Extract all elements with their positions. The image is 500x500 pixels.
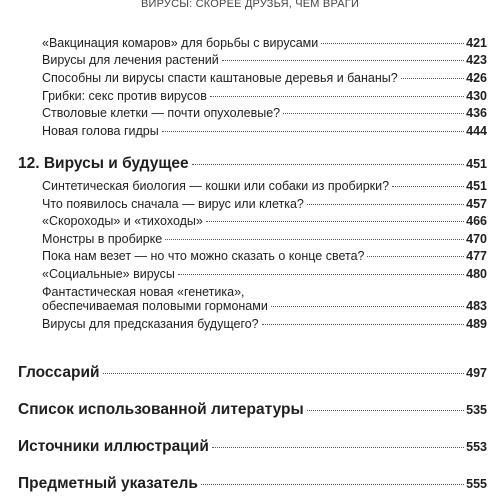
toc-chapter-title: 12. Вирусы и будущее <box>18 155 189 172</box>
dot-leader <box>162 131 464 132</box>
toc-entry-page: 483 <box>466 299 487 313</box>
toc-entry-page: 444 <box>466 124 487 138</box>
toc-entry-page: 421 <box>466 36 487 50</box>
toc-section-index[interactable] <box>18 475 487 493</box>
toc-entry[interactable] <box>42 249 487 263</box>
toc-entry[interactable] <box>42 197 487 211</box>
toc-entry-title-line1: Фантастическая новая «генетика», <box>42 285 245 299</box>
toc-section-illustrations[interactable] <box>18 438 487 456</box>
toc-entry[interactable] <box>42 232 487 246</box>
dot-leader <box>401 78 464 79</box>
dot-leader <box>103 373 465 374</box>
dot-leader <box>206 221 464 222</box>
dot-leader <box>283 113 464 114</box>
toc-entry[interactable] <box>42 53 487 67</box>
toc-entry-page: 480 <box>466 267 487 281</box>
toc-entry-page: 470 <box>466 232 487 246</box>
toc-section-bibliography[interactable] <box>18 401 487 419</box>
toc-entry[interactable] <box>42 317 487 331</box>
toc-entry-title: Новая голова гидры <box>42 124 159 138</box>
toc-section-title: Глоссарий <box>18 364 100 381</box>
toc-entry[interactable] <box>42 124 487 138</box>
toc-entry-page: 466 <box>466 214 487 228</box>
dot-leader <box>165 239 464 240</box>
dot-leader <box>307 204 464 205</box>
toc-entry-title: Вирусы для лечения растений <box>42 53 219 67</box>
dot-leader <box>262 324 465 325</box>
toc-entry[interactable] <box>42 36 487 50</box>
toc-section-title: Список использованной литературы <box>18 401 304 418</box>
toc-chapter-12[interactable] <box>18 155 487 173</box>
toc-entry[interactable] <box>42 214 487 228</box>
toc-entry-title: Монстры в пробирке <box>42 232 163 246</box>
toc-section-title: Источники иллюстраций <box>18 438 209 455</box>
toc-section-page: 553 <box>466 440 487 454</box>
toc-entry[interactable] <box>42 106 487 120</box>
toc-entry-title: «Вакцинация комаров» для борьбы с вирусами <box>42 36 319 50</box>
dot-leader <box>307 410 464 411</box>
toc-entry-page: 436 <box>466 106 487 120</box>
toc-entry[interactable] <box>42 71 487 85</box>
toc-entry-page: 423 <box>466 53 487 67</box>
toc-chapter-page: 451 <box>466 157 487 171</box>
toc-entry[interactable] <box>42 179 487 193</box>
toc-entry-title: Вирусы для предсказания будущего? <box>42 317 259 331</box>
toc-entry-title: «Социальные» вирусы <box>42 267 175 281</box>
dot-leader <box>178 274 464 275</box>
toc-entry-title: Способны ли вирусы спасти каштановые деревья и бананы? <box>42 71 398 85</box>
toc-section-title: Предметный указатель <box>18 475 198 492</box>
running-header: ВИРУСЫ: СКОРЕЕ ДРУЗЬЯ, ЧЕМ ВРАГИ <box>140 0 360 10</box>
toc-entry-title: Грибки: секс против вирусов <box>42 89 207 103</box>
dot-leader <box>392 186 464 187</box>
dot-leader <box>210 96 464 97</box>
toc-entry-title-line2: обеспечиваемая половыми гормонами <box>42 299 268 313</box>
toc-entry-page: 457 <box>466 197 487 211</box>
toc-entry-page: 477 <box>466 249 487 263</box>
toc-entry-page: 489 <box>466 317 487 331</box>
dot-leader <box>192 164 464 165</box>
dot-leader <box>271 306 464 307</box>
toc-entry-page: 430 <box>466 89 487 103</box>
toc-entry-title: Что появилось сначала — вирус или клетка? <box>42 197 304 211</box>
toc-entry-page: 451 <box>466 179 487 193</box>
toc-entry-title: Синтетическая биология — кошки или собаки из пробирки? <box>42 179 390 193</box>
toc-entry-title: «Скороходы» и «тихоходы» <box>42 214 203 228</box>
dot-leader <box>201 484 464 485</box>
toc-section-page: 535 <box>466 403 487 417</box>
toc-section-glossary[interactable] <box>18 364 487 382</box>
dot-leader <box>212 447 464 448</box>
toc-entry-page: 426 <box>466 71 487 85</box>
toc-entry-title: Стволовые клетки — почти опухолевые? <box>42 106 281 120</box>
toc-section-page: 555 <box>466 477 487 491</box>
toc-entry[interactable] <box>42 267 487 281</box>
toc-entry-multiline[interactable] <box>42 285 487 313</box>
toc-section-page: 497 <box>466 366 487 380</box>
toc-entry-title: Пока нам везет — но что можно сказать о конце света? <box>42 249 365 263</box>
toc-entry[interactable] <box>42 89 487 103</box>
dot-leader <box>222 60 464 61</box>
dot-leader <box>367 256 464 257</box>
dot-leader <box>321 43 464 44</box>
